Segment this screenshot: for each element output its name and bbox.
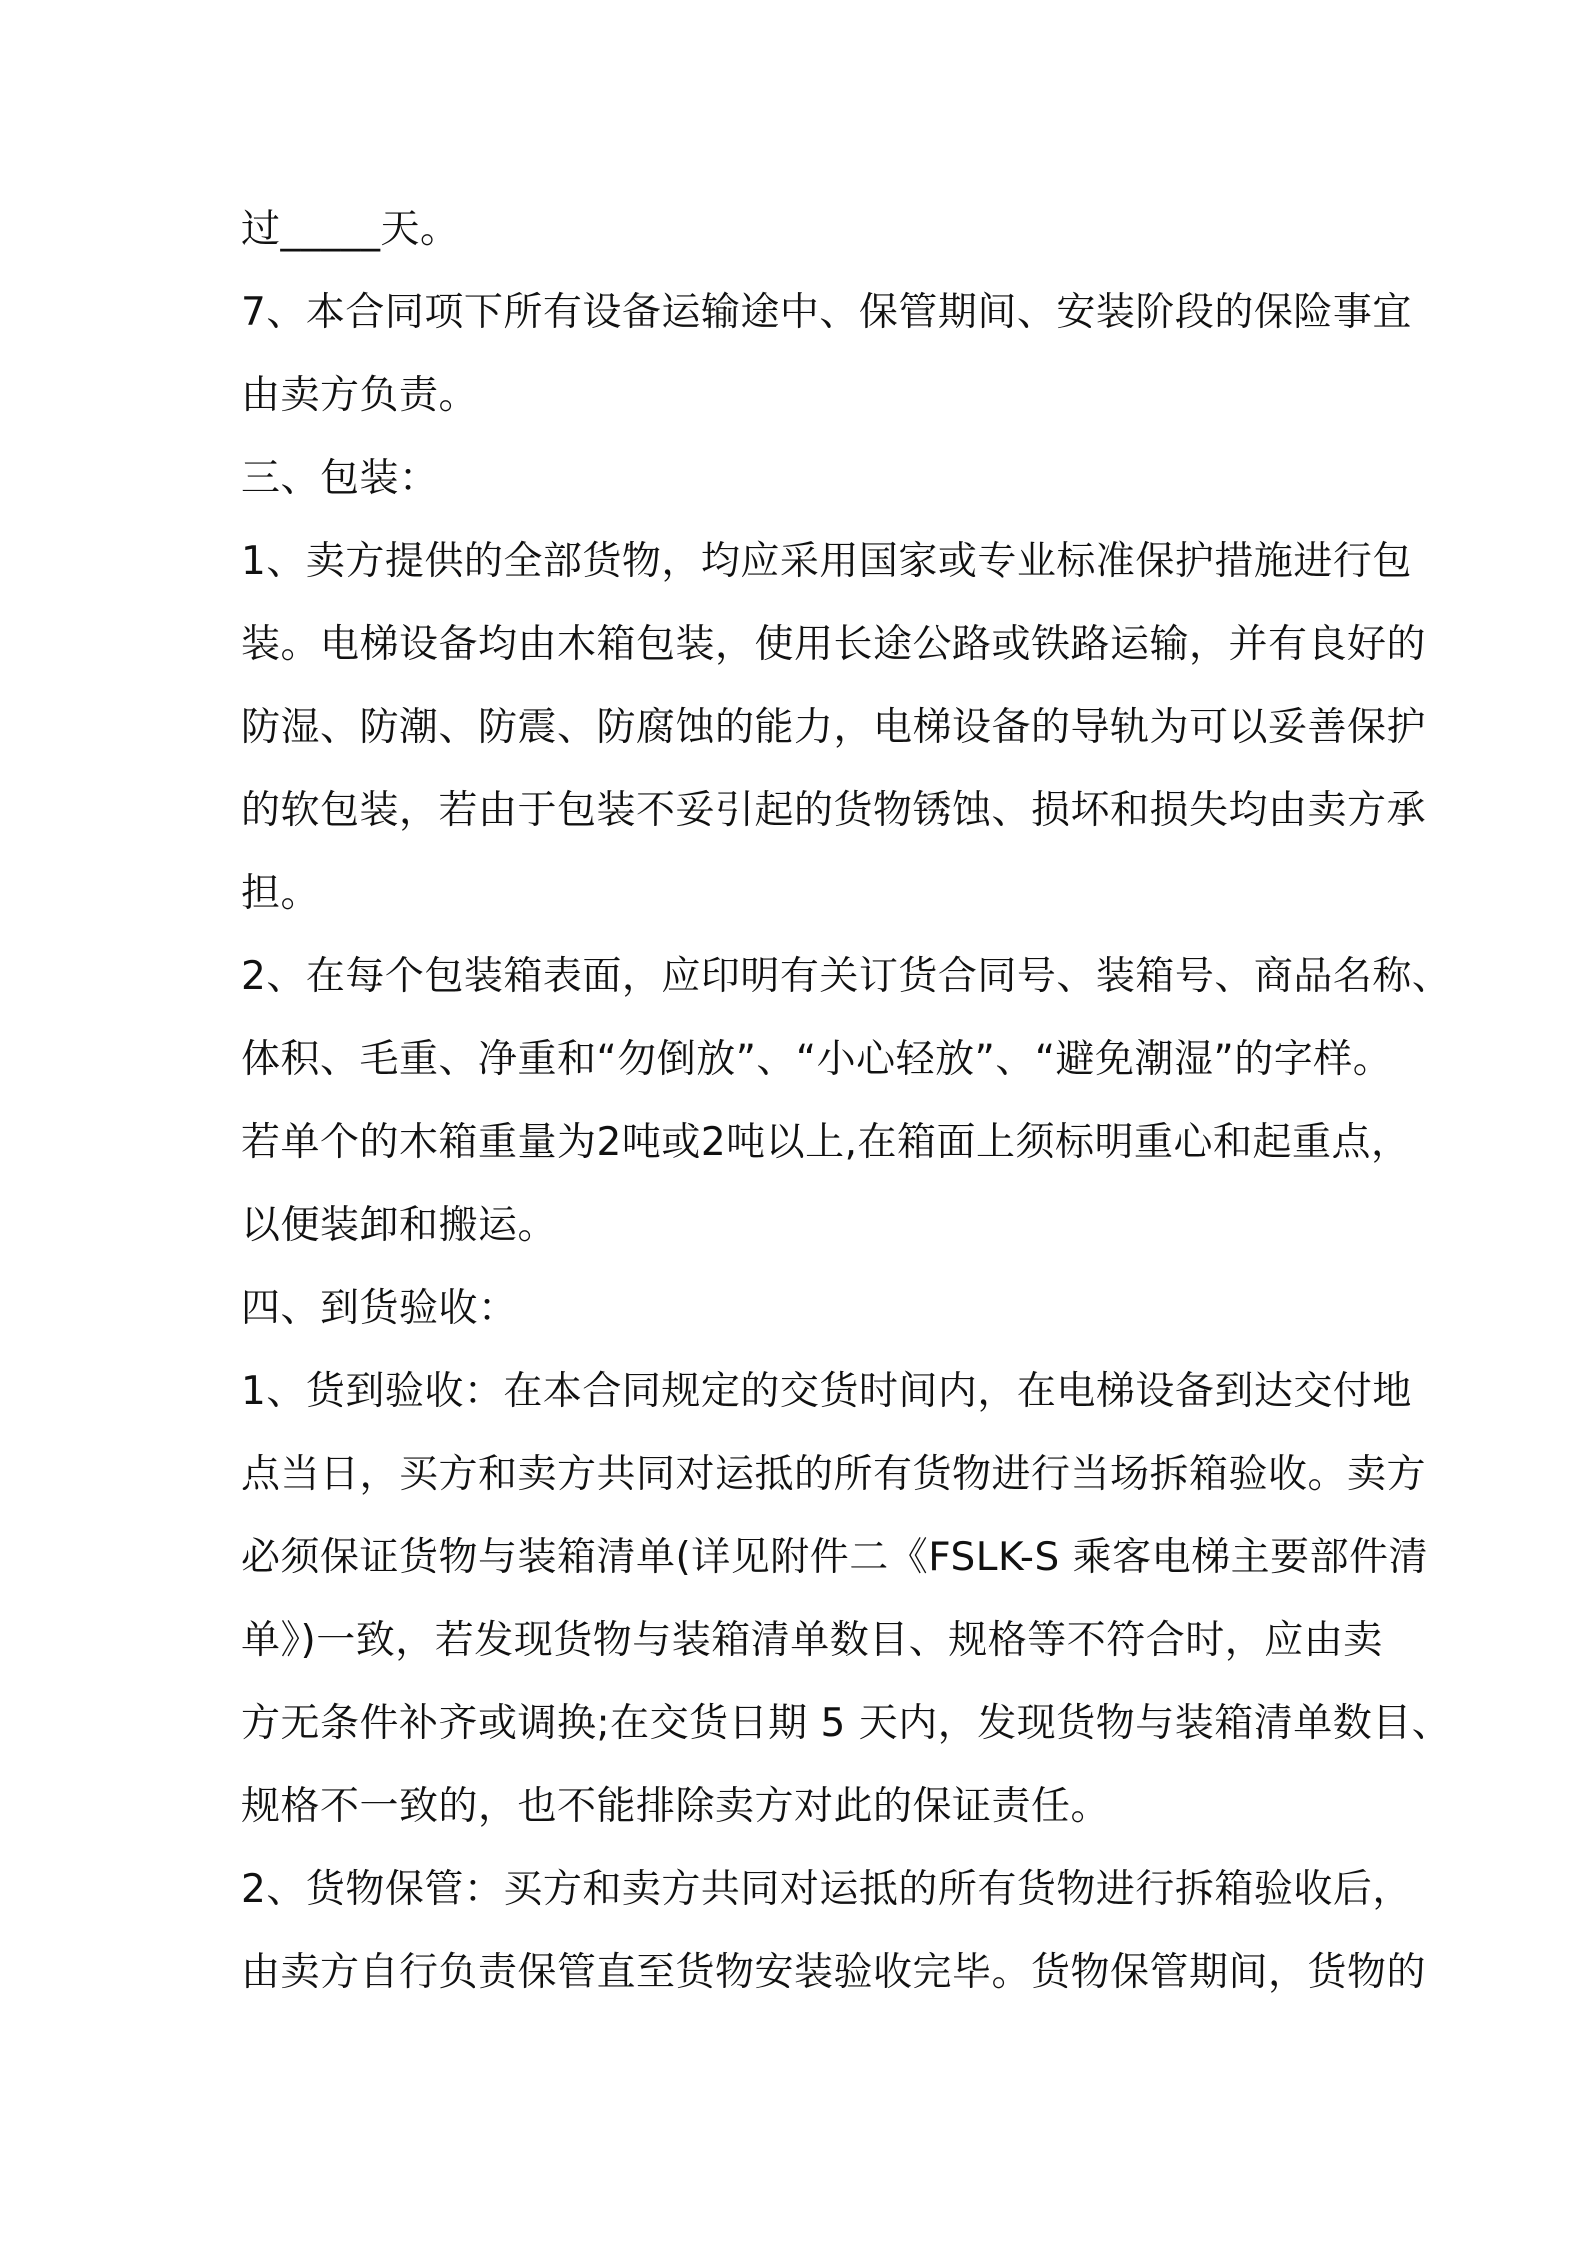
text-line-16: 点当日，买方和卖方共同对运抵的所有货物进行当场拆箱验收。卖方	[241, 1452, 1427, 1497]
text-line-17: 必须保证货物与装箱清单(详见附件二《FSLK-S 乘客电梯主要部件清	[241, 1535, 1429, 1580]
text-line-10: 2、在每个包装箱表面，应印明有关订货合同号、装箱号、商品名称、	[241, 954, 1452, 999]
text-line-9: 担。	[241, 871, 321, 916]
text-line-3: 由卖方负责。	[241, 373, 479, 418]
text-line-11: 体积、毛重、净重和“勿倒放”、“小心轻放”、“避免潮湿”的字样。	[241, 1037, 1393, 1082]
text-line-12: 若单个的木箱重量为2吨或2吨以上,在箱面上须标明重心和起重点，	[241, 1120, 1411, 1165]
text-line-15: 1、货到验收：在本合同规定的交货时间内，在电梯设备到达交付地	[241, 1369, 1412, 1414]
text-line-22: 由卖方自行负责保管直至货物安装验收完毕。货物保管期间，货物的	[241, 1950, 1427, 1995]
text-line-2: 7、本合同项下所有设备运输途中、保管期间、安装阶段的保险事宜	[241, 290, 1412, 335]
text-line-5: 1、卖方提供的全部货物，均应采用国家或专业标准保护措施进行包	[241, 539, 1412, 584]
text-line-6: 装。电梯设备均由木箱包装，使用长途公路或铁路运输，并有良好的	[241, 622, 1427, 667]
section-heading-acceptance: 四、到货验收：	[241, 1286, 518, 1331]
text-line-19: 方无条件补齐或调换;在交货日期 5 天内，发现货物与装箱清单数目、	[241, 1701, 1452, 1746]
section-heading-packaging: 三、包装：	[241, 456, 439, 501]
text-line-8: 的软包装，若由于包装不妥引起的货物锈蚀、损坏和损失均由卖方承	[241, 788, 1427, 833]
text-line-18: 单》)一致，若发现货物与装箱清单数目、规格等不符合时，应由卖	[241, 1618, 1383, 1663]
text-line-21: 2、货物保管：买方和卖方共同对运抵的所有货物进行拆箱验收后，	[241, 1867, 1412, 1912]
text-line-1: 过_____天。	[241, 207, 460, 252]
text-line-20: 规格不一致的，也不能排除卖方对此的保证责任。	[241, 1784, 1111, 1829]
text-line-13: 以便装卸和搬运。	[241, 1203, 558, 1248]
text-line-7: 防湿、防潮、防震、防腐蚀的能力，电梯设备的导轨为可以妥善保护	[241, 705, 1427, 750]
